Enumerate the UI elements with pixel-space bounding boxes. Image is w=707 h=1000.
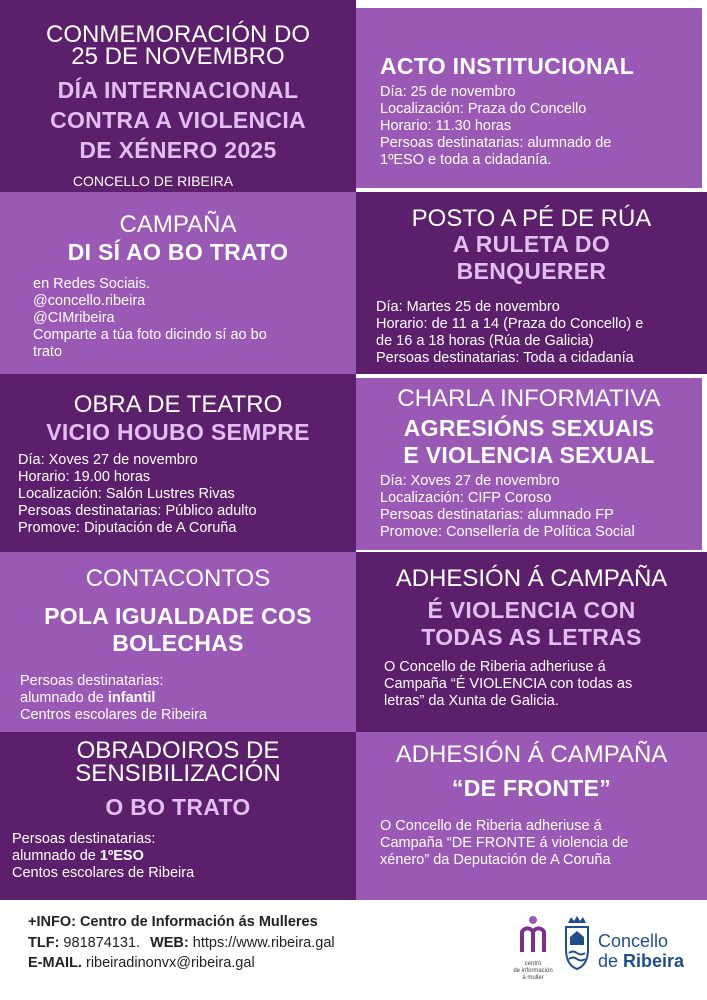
event-detail: Horario: de 11 a 14 (Praza do Concello) e [376,316,644,332]
event-kicker-line1: OBRADOIROS DE [76,737,280,764]
event-detail: Localización: Salón Lustres Rivas [18,486,235,502]
event-kicker: CONTACONTOS [85,565,271,592]
event-detail [20,690,356,707]
event-detail: Horario: 19.00 horas [18,469,151,485]
audience-highlight: 1ºESO [99,848,144,864]
event-ruleta-benquerer [356,192,707,374]
event-title: O BO TRATO [105,794,251,820]
event-detail: O Concello de Riberia adheriuse á [384,659,606,675]
event-acto-institucional [356,8,702,188]
info-line: +INFO: Centro de Información ás Mulleres [28,914,318,930]
event-title-line2: BOLECHAS [112,630,244,656]
concello-word: Concello [598,931,669,951]
main-title-line1: DÍA INTERNACIONAL [57,77,299,103]
event-kicker: POSTO A PÉ DE RÚA [411,205,652,232]
event-detail [12,848,356,865]
audience-highlight: infantil [107,690,156,706]
event-detail: Día: Xoves 27 de novembro [380,473,560,489]
web-label: WEB: [150,935,189,951]
event-detail: Localización: Praza do Concello [380,101,587,117]
event-title-line2: E VIOLENCIA SEXUAL [403,442,655,468]
email-link[interactable]: ribeiradinonvx@ribeira.gal [81,955,255,971]
web-link[interactable]: https://www.ribeira.gal [188,935,335,951]
event-campana-bo-trato [0,192,356,374]
event-contacontos [0,552,356,732]
event-detail: Día: Xoves 27 de novembro [18,452,198,468]
organizer: CONCELLO DE RIBEIRA [72,173,234,189]
commemoration-kicker: CONMEMORACIÓN DO [46,21,310,48]
event-detail: Día: 25 de novembro [380,84,516,100]
event-kicker: ADHESIÓN Á CAMPAÑA [395,741,668,768]
event-detail: xénero” da Deputación de A Coruña [380,852,611,868]
coat-of-arms-icon [562,915,592,971]
event-detail: Campaña “É VIOLENCIA con todas as [384,676,633,692]
event-detail: Centros escolares de Ribeira [20,707,207,723]
event-violencia-letras [356,552,707,732]
event-title-line2: TODAS AS LETRAS [421,624,642,650]
event-detail: Comparte a túa foto dicindo sí ao bo [33,327,267,343]
event-detail: Localización: CIFP Coroso [380,490,552,506]
event-title: VICIO HOUBO SEMPRE [46,419,310,445]
event-obra-teatro [0,374,356,552]
event-detail: Promove: Diputación de A Coruña [18,520,237,536]
contact-line [28,935,335,951]
event-detail: Persoas destinatarias: Público adulto [18,503,257,519]
event-detail: Persoas destinatarias: alumnado de [380,135,612,151]
event-kicker-line2: SENSIBILIZACIÓN [75,760,281,787]
event-detail: en Redes Sociais. [33,276,150,292]
event-detail: Persoas destinatarias: [12,831,156,847]
event-detail: de 16 a 18 horas (Rúa de Galicia) [376,333,594,349]
phone-value[interactable]: 981874131. [59,935,141,951]
event-kicker: ADHESIÓN Á CAMPAÑA [395,565,668,592]
de-ribeira-line [598,951,684,971]
event-detail: @concello.ribeira [33,293,146,309]
event-title-line1: É VIOLENCIA CON [427,597,636,623]
event-detail: Horario: 11.30 horas [380,118,512,134]
event-title: ACTO INSTITUCIONAL [380,53,635,79]
cim-logo-line1: centro [524,961,542,967]
event-title-line2: BENQUERER [456,258,607,284]
event-detail: Promove: Consellería de Política Social [380,524,635,540]
event-title-line1: AGRESIÓNS SEXUAIS [403,415,655,441]
event-kicker: OBRA DE TEATRO [73,391,283,418]
event-detail: letras” da Xunta de Galicia. [384,693,559,709]
de-word: de [598,951,624,971]
event-detail: Día: Martes 25 de novembro [376,299,560,315]
event-obradoiros [0,732,356,900]
email-label: E-MAIL. [28,955,82,971]
event-detail: 1ºESO e toda a cidadanía. [380,152,552,168]
event-title-line1: A RULETA DO [452,231,611,257]
cim-logo [508,912,558,987]
event-title: “DE FRONTE” [451,775,612,801]
header-cell [0,0,356,192]
main-title-line3: DE XÉNERO 2025 [79,137,277,163]
cim-logo-icon [508,912,558,956]
main-title-line2: CONTRA A VIOLENCIA [50,107,306,133]
event-detail: Campaña “DE FRONTE á violencia de [380,835,629,851]
phone-label: TLF: [28,935,60,951]
cim-logo-line3: á muller [522,975,544,981]
event-detail: @CIMribeira [33,310,115,326]
audience-prefix: alumnado de [12,848,100,864]
event-kicker: CHARLA INFORMATIVA [397,385,661,412]
event-detail: Centos escolares de Ribeira [12,865,195,881]
event-detail: Persoas destinatarias: Toda a cidadanía [376,350,634,366]
audience-prefix: alumnado de [20,690,108,706]
concello-logo [562,915,702,975]
event-detail: O Concello de Riberia adheriuse á [380,818,602,834]
event-charla-informativa [356,378,702,550]
email-line [28,955,255,971]
event-title: DI SÍ AO BO TRATO [67,239,289,265]
event-kicker: CAMPAÑA [119,211,237,238]
cim-logo-line2: de información [513,968,553,974]
event-detail: Persoas destinatarias: [20,673,164,689]
commemoration-date: 25 DE NOVEMBRO [71,43,285,70]
event-detail: Persoas destinatarias: alumnado FP [380,507,614,523]
concello-logo-text [598,931,684,971]
event-detail: trato [33,344,63,360]
event-de-fronte [356,732,707,900]
event-title-line1: POLA IGUALDADE COS [44,603,312,629]
ribeira-word: Ribeira [623,951,685,971]
